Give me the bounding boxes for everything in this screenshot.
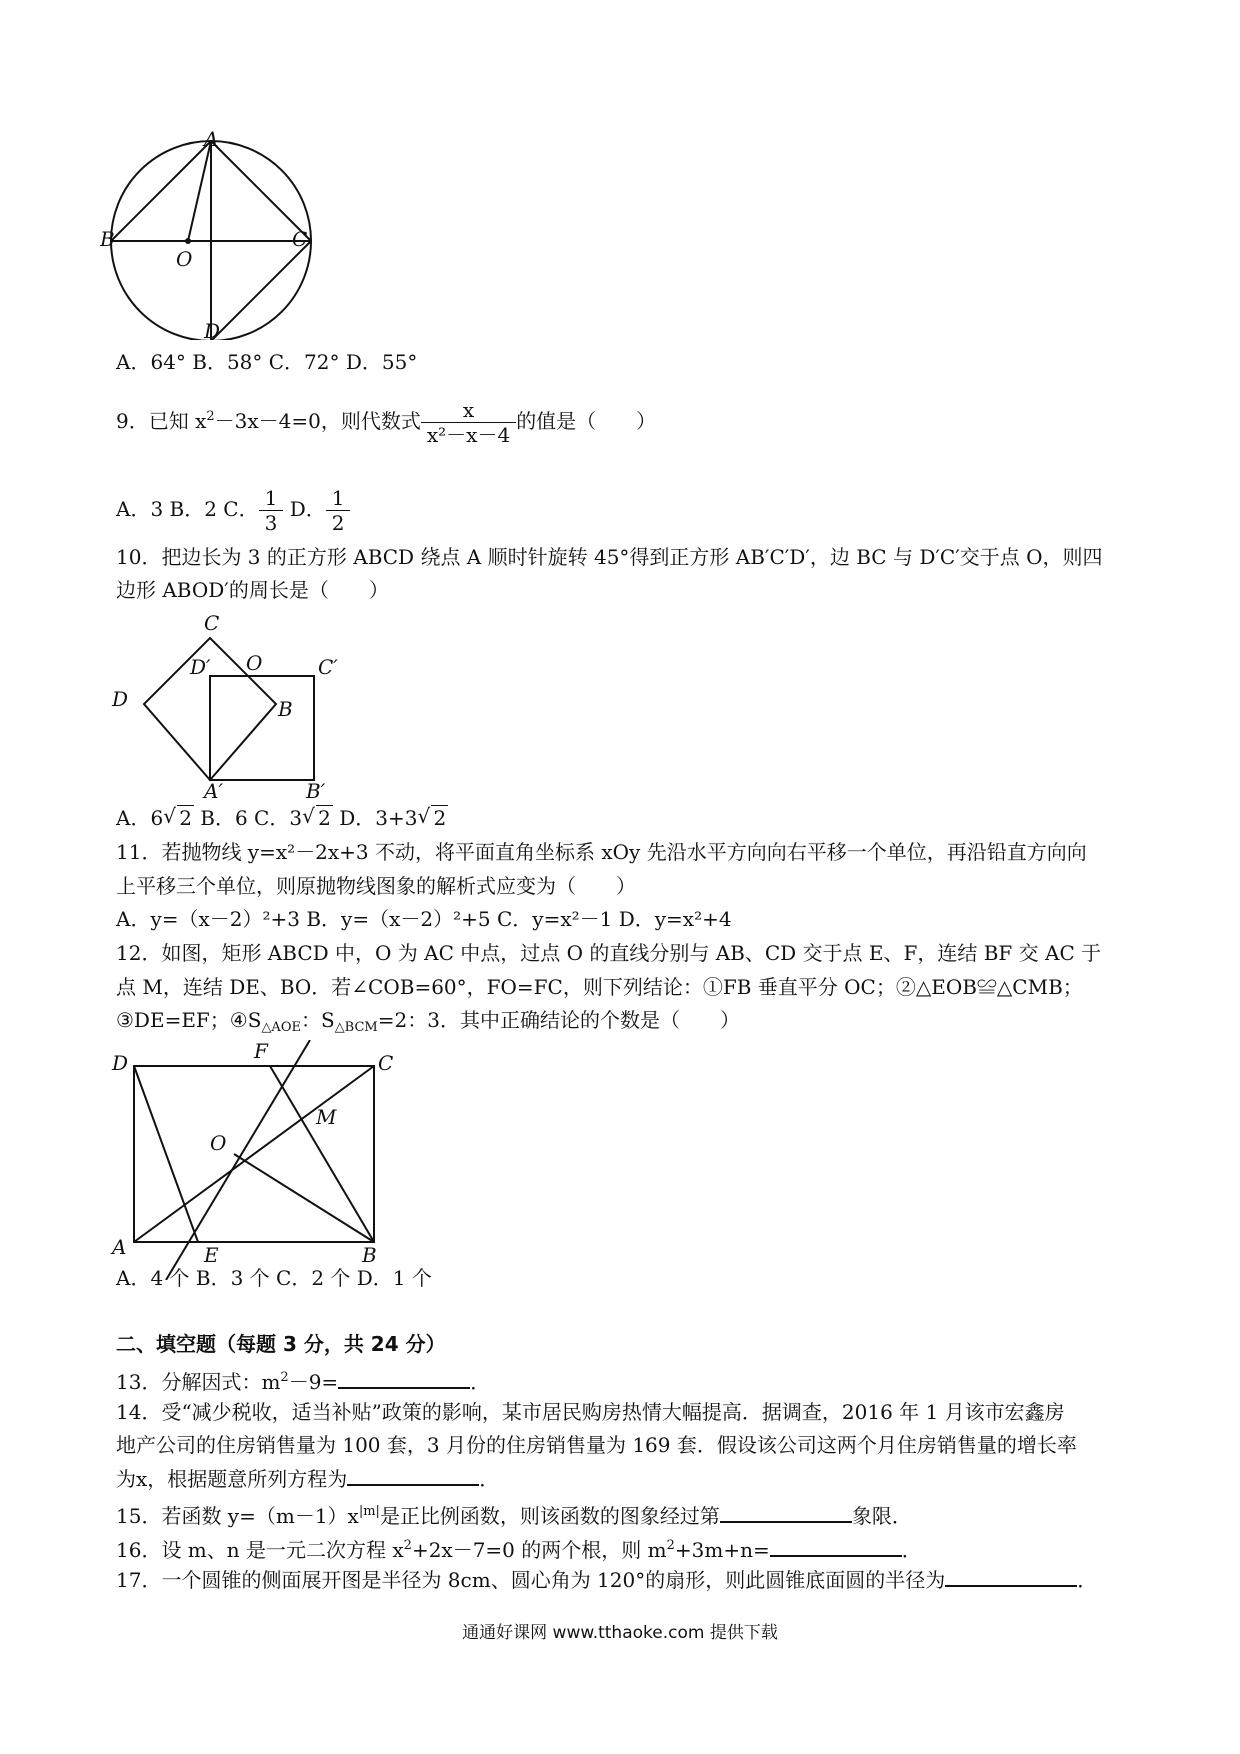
- fig2-label-c: C: [204, 611, 220, 635]
- rectangle-figure: [110, 1040, 400, 1280]
- q14-line1: 14．受“减少税收，适当补贴”政策的影响，某市居民购房热情大幅提高．据调查，2016 年 1 月该市宏鑫房: [116, 1400, 1065, 1424]
- fig3-label-d: D: [112, 1051, 129, 1075]
- q9-options: A．3 B．2 C． $\frac{1}{3}$ D． $\frac{1}{2}$: [116, 486, 350, 535]
- q14-answer-blank[interactable]: [347, 1466, 479, 1486]
- fig3-label-o: O: [210, 1131, 227, 1155]
- q11-line1: 11．若抛物线 y=x²－2x+3 不动，将平面直角坐标系 xOy 先沿水平方向向右平移一个单位，再沿铅直方向向: [116, 840, 1087, 864]
- q12-line1: 12．如图，矩形 ABCD 中，O 为 AC 中点，过点 O 的直线分别与 AB、CD 交于点 E、F，连结 BF 交 AC 于: [116, 941, 1102, 965]
- q10-line2: 边形 ABOD′的周长是（ ）: [116, 578, 389, 602]
- q12-options: A．4 个 B．3 个 C．2 个 D．1 个: [116, 1266, 432, 1290]
- section-fill-in-blank-heading: 二、填空题（每题 3 分，共 24 分）: [116, 1332, 446, 1356]
- fig2-label-b: B: [278, 697, 293, 721]
- fig3-label-c: C: [378, 1051, 394, 1075]
- fig3-label-m: M: [316, 1105, 337, 1129]
- fig2-label-o: O: [246, 651, 263, 675]
- q17-answer-blank[interactable]: [945, 1567, 1077, 1587]
- q15: 15．若函数 $y=(m-1)x^{|m|}$是正比例函数，则该函数的图象经过第 象限．: [116, 1504, 912, 1528]
- q14-line3: 为x，根据题意所列方程为 ．: [116, 1467, 500, 1491]
- footer-source: 通通好课网 www.tthaoke.com 提供下载: [462, 1623, 778, 1643]
- fig3-label-a: A: [112, 1235, 127, 1259]
- q10-options: A．6√ 2 B．6 C．3√ 2 D．3+3√ 2: [116, 804, 448, 832]
- q10-line1: 10．把边长为 3 的正方形 ABCD 绕点 A 顺时针旋转 45°得到正方形 AB′C′D′，边 BC 与 D′C′交于点 O，则四: [116, 545, 1103, 569]
- q11-options: A．y=（x－2）²+3 B．y=（x－2）²+5 C．y=x²－1 D．y=x²+4: [116, 907, 732, 931]
- q9-stem: 9．已知 $x^2-3x-4=0$，则代数式 $\frac{x}{\text{x²－x－4}}$ 的值是（ ）: [116, 398, 657, 447]
- q9-fraction: $\frac{x}{\text{x²－x－4}}$: [421, 398, 516, 447]
- q17: 17．一个圆锥的侧面展开图是半径为 8cm、圆心角为 120°的扇形，则此圆锥底面圆的半径为 ．: [116, 1568, 1098, 1592]
- fig1-label-a: A: [204, 130, 219, 151]
- q15-answer-blank[interactable]: [720, 1503, 852, 1523]
- fig2-label-a1: A′: [204, 779, 223, 800]
- fig3-label-e: E: [204, 1243, 219, 1267]
- fig2-label-d: D: [112, 687, 129, 711]
- q8-options: A．64° B．58° C．72° D．55°: [116, 350, 418, 374]
- fig2-label-d1: D′: [190, 655, 211, 679]
- fig1-label-c: C: [292, 227, 308, 251]
- q16-answer-blank[interactable]: [770, 1537, 902, 1557]
- fig2-label-c1: C′: [318, 655, 338, 679]
- q11-line2: 上平移三个单位，则原抛物线图象的解析式应变为（ ）: [116, 874, 636, 898]
- q13-answer-blank[interactable]: [338, 1369, 470, 1389]
- q14-line2: 地产公司的住房销售量为 100 套，3 月份的住房销售量为 169 套．假设该公司这两个月住房销售量的增长率: [116, 1433, 1077, 1457]
- fig2-label-b1: B′: [306, 779, 326, 800]
- circle-figure: [100, 130, 320, 340]
- fig1-label-o: O: [176, 247, 193, 271]
- q13: 13．分解因式：$m^2-9=$ ．: [116, 1370, 491, 1394]
- q16: 16．设 m、n 是一元二次方程 $x^2+2x-7=0$ 的两个根，则 $m^2+3m+n=$ ．: [116, 1538, 922, 1562]
- q12-line3: ③DE=EF；$④S_{\triangle AOE}$：$S_{\triangle BCM}=2$：3．其中正确结论的个数是（ ）: [116, 1008, 740, 1035]
- square-rotation-figure: [110, 600, 350, 800]
- q12-line2: 点 M，连结 DE、BO．若∠COB=60°，FO=FC，则下列结论：①FB 垂直平分 OC；②△EOB≌△CMB；: [116, 975, 1083, 999]
- fig3-label-f: F: [254, 1040, 268, 1063]
- fig1-label-d: D: [204, 319, 221, 340]
- fig3-label-b: B: [362, 1243, 377, 1267]
- fig1-label-b: B: [100, 227, 115, 251]
